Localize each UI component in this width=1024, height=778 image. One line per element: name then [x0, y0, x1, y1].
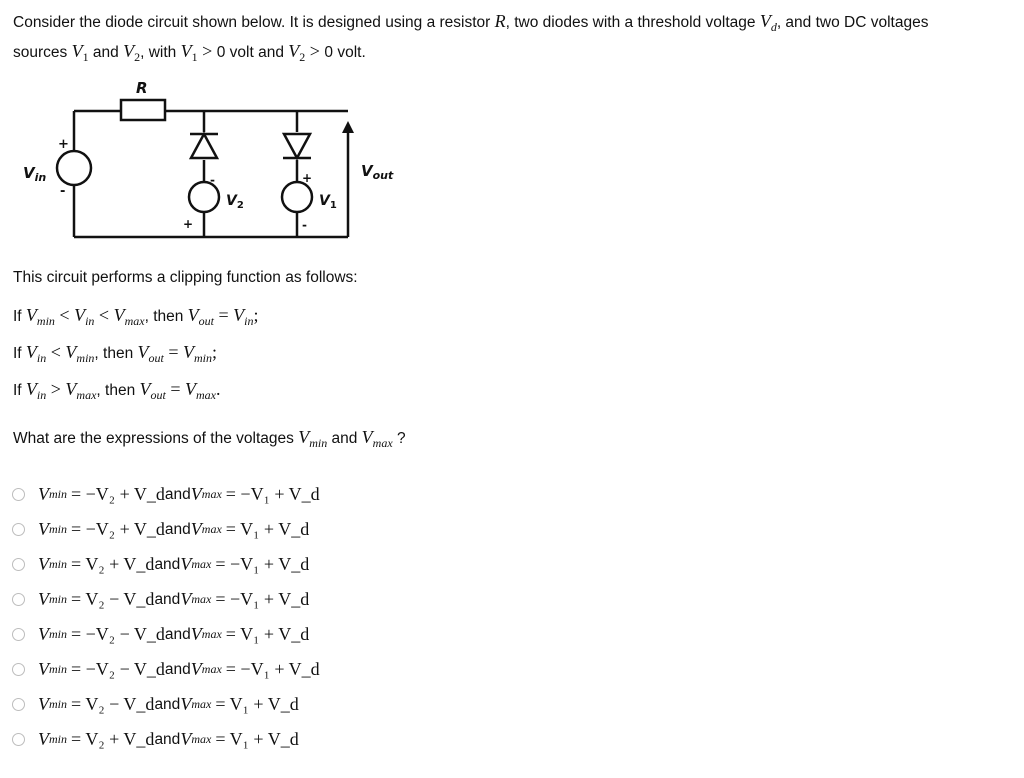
answer-option[interactable]: V min = −V₂ − V_d and V max = V₁ + V_d — [12, 617, 320, 652]
vin-plus: + — [58, 137, 69, 152]
diode-2 — [283, 134, 311, 158]
answer-option[interactable]: V min = V₂ − V_d and V max = V₁ + V_d — [12, 687, 320, 722]
answer-option[interactable]: V min = −V₂ + V_d and V max = V₁ + V_d — [12, 512, 320, 547]
question-intro: Consider the diode circuit shown below. It is designed using a resistor R, two diodes with a threshold voltage $V_d$, and two DC voltages sources $V_1$ and $V_2$, with $V_1 > 0$ volt and $V_2 > 0$ volt. — [13, 11, 929, 64]
diode-1 — [190, 134, 218, 158]
answer-option[interactable]: V min = −V₂ − V_d and V max = −V₁ + V_d — [12, 652, 320, 687]
radio-button[interactable] — [12, 733, 25, 746]
radio-button[interactable] — [12, 698, 25, 711]
v1-minus: - — [302, 218, 307, 232]
label-v1: $V_1$ — [319, 193, 337, 211]
answer-option[interactable]: V min = V₂ + V_d and V max = −V₁ + V_d — [12, 547, 320, 582]
vin-minus: - — [60, 184, 66, 199]
clipping-rule-2: If $V_{in} < V_{min}$, then $V_{out} = V_{min}$; — [13, 342, 218, 365]
label-r: R — [136, 79, 148, 97]
question-prompt: What are the expressions of the voltages $V_{min}$ and $V_{max}$ ? — [13, 427, 406, 450]
radio-button[interactable] — [12, 558, 25, 571]
vout-arrow — [342, 121, 354, 237]
radio-button[interactable] — [12, 593, 25, 606]
answer-option[interactable]: V min = V₂ + V_d and V max = V₁ + V_d — [12, 722, 320, 757]
resistor-r — [121, 100, 165, 120]
vin-source — [57, 151, 91, 185]
answer-options — [12, 477, 320, 757]
label-vin: $V_{in}$ — [23, 164, 47, 184]
radio-button[interactable] — [12, 663, 25, 676]
v1-source — [282, 182, 312, 212]
radio-button[interactable] — [12, 628, 25, 641]
v2-plus: + — [183, 217, 194, 231]
clipping-rule-3: If $V_{in} > V_{max}$, then $V_{out} = V_{max}$. — [13, 379, 221, 402]
v2-minus: - — [210, 173, 215, 187]
answer-option[interactable]: V min = V₂ − V_d and V max = −V₁ + V_d — [12, 582, 320, 617]
answer-option[interactable]: V min = −V₂ + V_d and V max = −V₁ + V_d — [12, 477, 320, 512]
v1-plus: + — [302, 171, 313, 185]
clipping-heading: This circuit performs a clipping function as follows: — [13, 269, 358, 286]
clipping-rule-1: If $V_{min} < V_{in} < V_{max}$, then $V_{out} = V_{in}$; — [13, 305, 259, 328]
circuit-diagram — [18, 74, 408, 249]
radio-button[interactable] — [12, 523, 25, 536]
radio-button[interactable] — [12, 488, 25, 501]
label-v2: $V_2$ — [226, 193, 244, 211]
label-vout: $V_{out}$ — [361, 162, 394, 182]
